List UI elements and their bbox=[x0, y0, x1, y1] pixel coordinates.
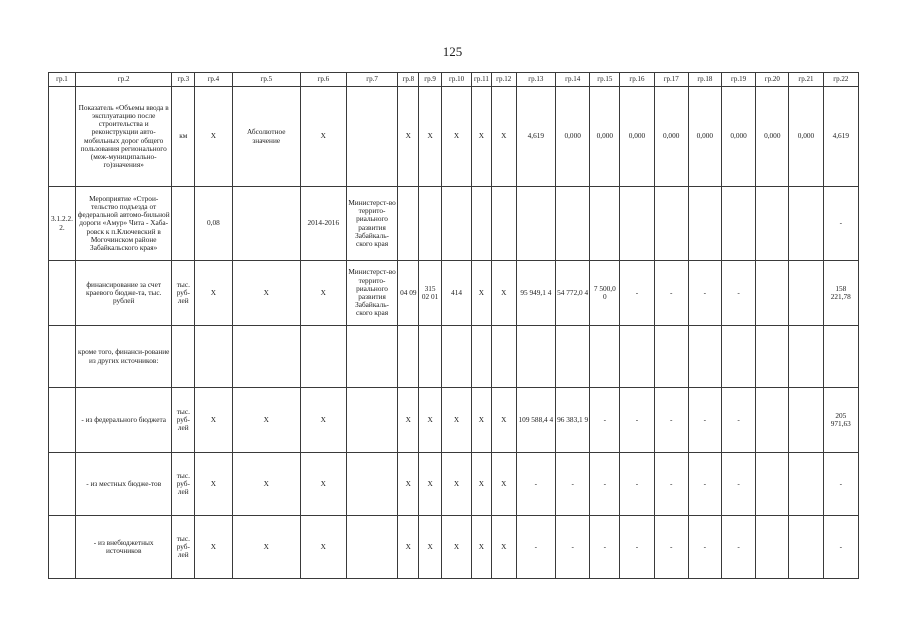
table-cell bbox=[172, 326, 195, 388]
table-cell: X bbox=[195, 453, 232, 516]
table-cell: 4,619 bbox=[516, 87, 555, 187]
table-cell bbox=[556, 187, 590, 261]
table-cell: - bbox=[688, 261, 721, 326]
table-cell: 0,000 bbox=[620, 87, 654, 187]
table-cell: X bbox=[232, 261, 300, 326]
table-cell bbox=[688, 326, 721, 388]
page-number: 125 bbox=[442, 44, 463, 59]
table-cell bbox=[721, 326, 755, 388]
table-cell: X bbox=[300, 261, 346, 326]
table-cell bbox=[491, 187, 516, 261]
table-cell: - bbox=[654, 261, 688, 326]
table-row bbox=[49, 388, 859, 453]
table-cell: тыс. руб-лей bbox=[172, 516, 195, 579]
table-cell bbox=[789, 516, 823, 579]
table-cell bbox=[491, 326, 516, 388]
table-cell: 0,08 bbox=[195, 187, 232, 261]
header-cell: гр.13 bbox=[516, 73, 555, 87]
table-cell: 0,000 bbox=[590, 87, 620, 187]
table-cell bbox=[346, 516, 398, 579]
table-cell: X bbox=[472, 453, 492, 516]
table-cell: X bbox=[472, 516, 492, 579]
table-cell: 205 971,63 bbox=[823, 388, 858, 453]
table-cell: - bbox=[823, 516, 858, 579]
table-cell: X bbox=[398, 388, 419, 453]
table-cell: 3.1.2.2.2. bbox=[49, 187, 76, 261]
table-cell bbox=[823, 326, 858, 388]
table-cell: Министерст-во террито-риального развития Забайкаль-ского края bbox=[346, 187, 398, 261]
table-cell bbox=[654, 326, 688, 388]
table-cell: - bbox=[823, 453, 858, 516]
table-cell: X bbox=[195, 388, 232, 453]
table-cell bbox=[590, 187, 620, 261]
table-cell bbox=[49, 453, 76, 516]
table-cell: 315 02 01 bbox=[419, 261, 442, 326]
header-cell: гр.5 bbox=[232, 73, 300, 87]
table-cell bbox=[516, 187, 555, 261]
table-cell bbox=[49, 261, 76, 326]
table-cell bbox=[756, 326, 789, 388]
table-cell: - bbox=[590, 388, 620, 453]
header-cell: гр.7 bbox=[346, 73, 398, 87]
table-cell bbox=[789, 261, 823, 326]
table-cell bbox=[620, 187, 654, 261]
table-cell bbox=[556, 326, 590, 388]
header-cell: гр.21 bbox=[789, 73, 823, 87]
table-cell: X bbox=[419, 516, 442, 579]
program-table bbox=[48, 72, 859, 579]
header-cell: гр.10 bbox=[442, 73, 472, 87]
table-cell: X bbox=[232, 453, 300, 516]
table-cell: 54 772,0 4 bbox=[556, 261, 590, 326]
table-cell: - bbox=[556, 453, 590, 516]
table-cell: - bbox=[688, 516, 721, 579]
table-cell: X bbox=[300, 516, 346, 579]
table-cell: X bbox=[442, 388, 472, 453]
table-cell: - из внебюджетных источников bbox=[75, 516, 171, 579]
table-cell: X bbox=[491, 388, 516, 453]
table-cell: X bbox=[419, 388, 442, 453]
table-cell: X bbox=[491, 453, 516, 516]
table-row bbox=[49, 87, 859, 187]
table-cell: - bbox=[688, 453, 721, 516]
table-cell: Министерст-во террито-риального развития Забайкаль-ского края bbox=[346, 261, 398, 326]
table-cell bbox=[789, 388, 823, 453]
header-cell: гр.15 bbox=[590, 73, 620, 87]
table-cell bbox=[516, 326, 555, 388]
table-cell bbox=[721, 187, 755, 261]
header-cell: гр.4 bbox=[195, 73, 232, 87]
table-cell: - bbox=[721, 261, 755, 326]
table-cell bbox=[419, 326, 442, 388]
header-cell: гр.22 bbox=[823, 73, 858, 87]
table-cell: X bbox=[472, 388, 492, 453]
header-cell: гр.2 bbox=[75, 73, 171, 87]
header-cell: гр.12 bbox=[491, 73, 516, 87]
header-cell: гр.20 bbox=[756, 73, 789, 87]
table-cell: X bbox=[232, 388, 300, 453]
table-cell: - bbox=[688, 388, 721, 453]
table-cell: - bbox=[620, 388, 654, 453]
table-cell: X bbox=[398, 453, 419, 516]
table-cell: - bbox=[590, 453, 620, 516]
table-cell bbox=[346, 453, 398, 516]
table-cell bbox=[398, 187, 419, 261]
table-cell: 109 588,4 4 bbox=[516, 388, 555, 453]
table-cell: X bbox=[491, 516, 516, 579]
table-cell: - bbox=[620, 453, 654, 516]
header-cell: гр.16 bbox=[620, 73, 654, 87]
table-cell bbox=[232, 326, 300, 388]
table-cell bbox=[346, 326, 398, 388]
table-cell: тыс. руб-лей bbox=[172, 453, 195, 516]
table-row bbox=[49, 261, 859, 326]
table-cell bbox=[654, 187, 688, 261]
table-cell: X bbox=[300, 453, 346, 516]
table-cell bbox=[756, 516, 789, 579]
header-cell: гр.9 bbox=[419, 73, 442, 87]
table-cell bbox=[172, 187, 195, 261]
table-cell bbox=[195, 326, 232, 388]
table-cell bbox=[49, 326, 76, 388]
table-cell: X bbox=[300, 388, 346, 453]
table-cell: 0,000 bbox=[721, 87, 755, 187]
table-row bbox=[49, 516, 859, 579]
table-cell: X bbox=[195, 261, 232, 326]
table-cell: X bbox=[398, 516, 419, 579]
table-cell: 414 bbox=[442, 261, 472, 326]
table-cell: км bbox=[172, 87, 195, 187]
table-cell bbox=[472, 187, 492, 261]
header-cell: гр.11 bbox=[472, 73, 492, 87]
table-cell: 0,000 bbox=[789, 87, 823, 187]
header-cell: гр.17 bbox=[654, 73, 688, 87]
table-cell: X bbox=[232, 516, 300, 579]
table-cell bbox=[442, 326, 472, 388]
table-cell: Мероприятие «Строи-тельство подъезда от федеральной автомо-бильной дороги «Амур» Чита - Хаба-ровск к п.Ключевский в Могочинском районе Забайкальского края» bbox=[75, 187, 171, 261]
table-cell: тыс. руб-лей bbox=[172, 261, 195, 326]
header-cell: гр.18 bbox=[688, 73, 721, 87]
table-cell: - из федерального бюджета bbox=[75, 388, 171, 453]
table-row bbox=[49, 453, 859, 516]
header-cell: гр.14 bbox=[556, 73, 590, 87]
table-cell bbox=[590, 326, 620, 388]
table-cell: - bbox=[823, 187, 858, 261]
table-cell bbox=[789, 187, 823, 261]
table-cell: 2014-2016 bbox=[300, 187, 346, 261]
table-cell: X bbox=[472, 261, 492, 326]
table-cell: X bbox=[472, 87, 492, 187]
table-cell: кроме того, финанси-рование из других источников: bbox=[75, 326, 171, 388]
table-cell: 95 949,1 4 bbox=[516, 261, 555, 326]
table-cell: - bbox=[721, 388, 755, 453]
table-cell: - bbox=[590, 516, 620, 579]
table-cell bbox=[346, 87, 398, 187]
table-cell bbox=[789, 326, 823, 388]
table-cell bbox=[472, 326, 492, 388]
table-row bbox=[49, 326, 859, 388]
table-cell bbox=[49, 87, 76, 187]
table-cell: - bbox=[721, 516, 755, 579]
table-row bbox=[49, 187, 859, 261]
table-cell: - bbox=[620, 516, 654, 579]
table-cell: - bbox=[721, 453, 755, 516]
table-cell: X bbox=[419, 87, 442, 187]
header-cell: гр.6 bbox=[300, 73, 346, 87]
table-cell: - из местных бюдже-тов bbox=[75, 453, 171, 516]
table-cell bbox=[688, 187, 721, 261]
table-cell: 0,000 bbox=[556, 87, 590, 187]
table-cell: финансирование за счет краевого бюдже-та, тыс. рублей bbox=[75, 261, 171, 326]
table-cell bbox=[756, 453, 789, 516]
table-cell: 7 500,0 0 bbox=[590, 261, 620, 326]
table-cell: 0,000 bbox=[756, 87, 789, 187]
table-cell: - bbox=[620, 261, 654, 326]
table-cell: тыс. руб-лей bbox=[172, 388, 195, 453]
header-cell: гр.1 bbox=[49, 73, 76, 87]
table-cell: - bbox=[556, 516, 590, 579]
table-cell: 0,000 bbox=[654, 87, 688, 187]
table-cell bbox=[756, 388, 789, 453]
table-cell bbox=[398, 326, 419, 388]
table-cell bbox=[442, 187, 472, 261]
table-cell: 0,000 bbox=[688, 87, 721, 187]
table-cell: X bbox=[300, 87, 346, 187]
table-cell: X bbox=[195, 516, 232, 579]
table-cell bbox=[346, 388, 398, 453]
header-cell: гр.8 bbox=[398, 73, 419, 87]
table-cell: - bbox=[654, 388, 688, 453]
table-cell: X bbox=[398, 87, 419, 187]
table-cell: X bbox=[442, 453, 472, 516]
table-cell bbox=[756, 261, 789, 326]
header-cell: гр.3 bbox=[172, 73, 195, 87]
table-cell bbox=[49, 516, 76, 579]
table-cell: 96 383,1 9 bbox=[556, 388, 590, 453]
table-cell: X bbox=[442, 516, 472, 579]
table-cell bbox=[756, 187, 789, 261]
table-cell: Абсолютное значение bbox=[232, 87, 300, 187]
table-cell bbox=[419, 187, 442, 261]
table-cell: - bbox=[654, 516, 688, 579]
table-cell bbox=[300, 326, 346, 388]
table-cell: 158 221,78 bbox=[823, 261, 858, 326]
table-cell: Показатель «Объемы ввода в эксплуатацию после строительства и реконструкции авто-мобильных дорог общего пользования регионального (меж-муниципально-го)значения» bbox=[75, 87, 171, 187]
table-cell: X bbox=[442, 87, 472, 187]
table-cell bbox=[620, 326, 654, 388]
table-cell: - bbox=[516, 453, 555, 516]
table-cell: 04 09 bbox=[398, 261, 419, 326]
header-row bbox=[49, 73, 859, 87]
table-cell: X bbox=[491, 87, 516, 187]
table-cell bbox=[49, 388, 76, 453]
table-cell: 4,619 bbox=[823, 87, 858, 187]
table-cell: - bbox=[516, 516, 555, 579]
header-cell: гр.19 bbox=[721, 73, 755, 87]
table-cell: X bbox=[419, 453, 442, 516]
table-cell bbox=[232, 187, 300, 261]
table-cell: X bbox=[195, 87, 232, 187]
table-cell bbox=[789, 453, 823, 516]
table-cell: - bbox=[654, 453, 688, 516]
table-cell: X bbox=[491, 261, 516, 326]
